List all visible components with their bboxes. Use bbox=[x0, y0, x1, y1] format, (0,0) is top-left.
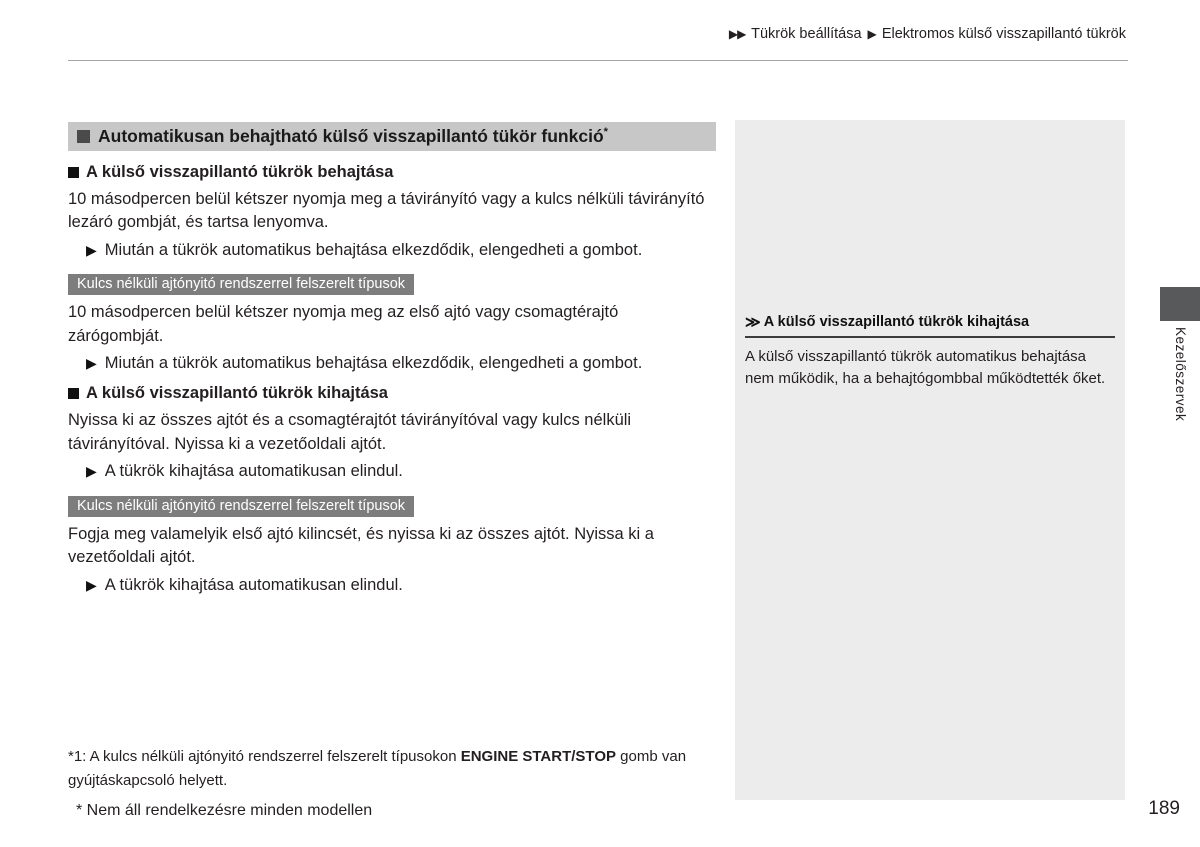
breadcrumb-part-1: Tükrök beállítása bbox=[751, 26, 862, 42]
section-square-icon bbox=[77, 130, 90, 143]
arrow-bullet-text: A tükrök kihajtása automatikusan elindul. bbox=[104, 462, 403, 481]
footnote-1-bold: ENGINE START/STOP bbox=[460, 748, 616, 765]
page-number: 189 bbox=[1148, 798, 1180, 819]
chapter-tab bbox=[1160, 287, 1200, 321]
paragraph: Nyissa ki az összes ajtót és a csomagtérajtót távirányítóval vagy kulcs nélküli távirányítóval. Nyissa ki a vezetőoldali ajtót. bbox=[68, 411, 632, 453]
section-title-text: Automatikusan behajtható külső visszapillantó tükör funkció bbox=[98, 126, 604, 146]
subheading-square-icon bbox=[68, 167, 79, 178]
arrow-bullet bbox=[86, 239, 716, 261]
section-title-asterisk: * bbox=[603, 126, 608, 139]
footnote-1-post: gomb van gyújtáskapcsoló helyett. bbox=[68, 748, 687, 789]
footnote-2: * Nem áll rendelkezésre minden modellen bbox=[76, 802, 373, 819]
arrow-bullet bbox=[86, 352, 716, 374]
arrow-bullet bbox=[86, 574, 716, 596]
breadcrumb-part-2: Elektromos külső visszapillantó tükrök bbox=[881, 26, 1126, 42]
main-content bbox=[68, 122, 716, 602]
variant-badge: Kulcs nélküli ajtónyitó rendszerrel felszerelt típusok bbox=[68, 496, 414, 517]
subheading-unfold bbox=[68, 384, 716, 403]
section-title bbox=[98, 126, 608, 147]
subheading-square-icon bbox=[68, 388, 79, 399]
sidebar-note-title bbox=[745, 313, 1115, 338]
paragraph: 10 másodpercen belül kétszer nyomja meg az első ajtó vagy csomagtérajtó zárógombját. bbox=[68, 303, 619, 345]
breadcrumb-double-arrow-icon: ▶▶ bbox=[728, 27, 746, 41]
subheading-fold-label: A külső visszapillantó tükrök behajtása bbox=[86, 163, 394, 181]
arrow-bullet-icon: ▶ bbox=[86, 241, 97, 258]
breadcrumb bbox=[727, 26, 1126, 42]
footnote-1-pre: *1: A kulcs nélküli ajtónyitó rendszerrel felszerelt típusokon bbox=[68, 748, 461, 765]
header-divider bbox=[68, 60, 1128, 61]
sidebar-note bbox=[745, 313, 1115, 390]
subheading-fold bbox=[68, 163, 716, 182]
arrow-bullet-icon: ▶ bbox=[86, 463, 97, 480]
paragraph: Fogja meg valamelyik első ajtó kilincsét, és nyissa ki az összes ajtót. Nyissa ki a vezetőoldali ajtót. bbox=[68, 524, 654, 567]
arrow-bullet-icon: ▶ bbox=[86, 355, 97, 372]
footnote-1 bbox=[68, 745, 716, 793]
arrow-bullet-text: Miután a tükrök automatikus behajtása elkezdődik, elengedheti a gombot. bbox=[104, 354, 643, 373]
sidebar-note-body: A külső visszapillantó tükrök automatikus behajtása nem működik, ha a behajtógombbal működtették őket. bbox=[745, 348, 1106, 387]
double-chevron-icon: ≫ bbox=[745, 314, 761, 331]
arrow-bullet-text: A tükrök kihajtása automatikusan elindul. bbox=[104, 575, 403, 594]
arrow-bullet-text: Miután a tükrök automatikus behajtása elkezdődik, elengedheti a gombot. bbox=[104, 240, 643, 259]
chapter-label-vertical: Kezelőszervek bbox=[1173, 327, 1188, 422]
breadcrumb-arrow-icon: ▶ bbox=[867, 27, 876, 41]
variant-badge: Kulcs nélküli ajtónyitó rendszerrel felszerelt típusok bbox=[68, 274, 414, 295]
section-title-bar bbox=[68, 122, 716, 151]
sidebar-note-panel bbox=[735, 120, 1125, 800]
sidebar-note-title-text: A külső visszapillantó tükrök kihajtása bbox=[763, 314, 1030, 330]
arrow-bullet-icon: ▶ bbox=[86, 576, 97, 593]
paragraph: 10 másodpercen belül kétszer nyomja meg a távirányító vagy a kulcs nélküli távirányító lezáró gombját, és tartsa lenyomva. bbox=[68, 190, 705, 232]
arrow-bullet bbox=[86, 460, 716, 482]
subheading-unfold-label: A külső visszapillantó tükrök kihajtása bbox=[86, 384, 388, 403]
